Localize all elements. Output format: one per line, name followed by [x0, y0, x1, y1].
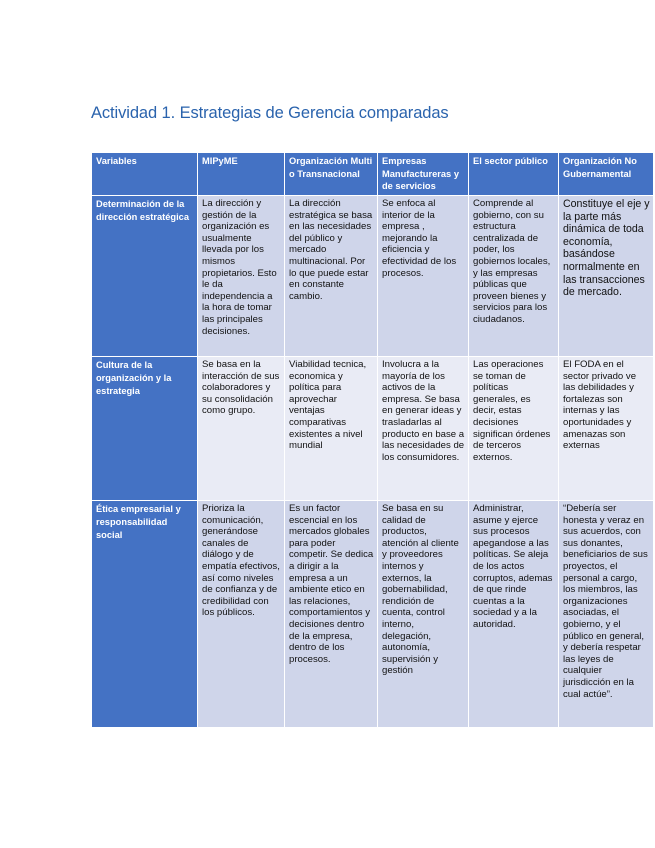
table-header-row — [92, 153, 654, 196]
table-cell: Involucra a la mayoría de los activos de la empresa. Se basa en generar ideas y trasladarlas al producto en base a las necesidades de los consumidores. — [378, 357, 469, 501]
table-row — [92, 196, 654, 357]
table-cell: Prioriza la comunicación, generándose canales de diálogo y de empatía efectivos, así como niveles de confianza y de credibilidad con los públicos. — [198, 501, 285, 728]
table-cell: Se enfoca al interior de la empresa , mejorando la eficiencia y efectividad de los procesos. — [378, 196, 469, 357]
row-variable-label: Determinación de la dirección estratégica — [92, 196, 198, 357]
table-cell: “Debería ser honesta y veraz en sus acuerdos, con sus donantes, beneficiarios de sus proyectos, el personal a cargo, los miembros, las organizaciones asociadas, el gobierno, y el público en general, y debería respetar las leyes de cualquier jurisdicción en la cual actúe”. — [559, 501, 654, 728]
table-cell: Viabilidad tecnica, economica y política para aprovechar ventajas comparativas existentes a nivel mundial — [285, 357, 378, 501]
header-ong: Organización No Gubernamental — [559, 153, 654, 196]
row-variable-label: Ética empresarial y responsabilidad social — [92, 501, 198, 728]
table-cell: Es un factor escencial en los mercados globales para poder competir. Se dedica a dirigir a la empresa a un ambiente etico en las relaciones, comportamientos y decisiones dentro de la empresa, dentro de los procesos. — [285, 501, 378, 728]
document-title: Actividad 1. Estrategias de Gerencia comparadas — [91, 104, 449, 122]
row-variable-label: Cultura de la organización y la estrategia — [92, 357, 198, 501]
table-cell: Comprende al gobierno, con su estructura centralizada de poder, los gobiernos locales, y las empresas públicas que proveen bienes y servicios para los ciudadanos. — [469, 196, 559, 357]
table-cell: Administrar, asume y ejerce sus procesos apegandose a las políticas. Se aleja de los actos corruptos, ademas de que rinde cuentas a la sociedad y a la autoridad. — [469, 501, 559, 728]
table-row — [92, 501, 654, 728]
table-cell: Las operaciones se toman de políticas generales, es decir, estas decisiones significan órdenes de terceros externos. — [469, 357, 559, 501]
header-manufactureras: Empresas Manufactureras y de servicios — [378, 153, 469, 196]
header-variables: Variables — [92, 153, 198, 196]
table-cell: El FODA en el sector privado ve las debilidades y fortalezas son internas y las oportunidades y amenazas son externas — [559, 357, 654, 501]
table-cell: La dirección estratégica se basa en las necesidades del público y mercado multinacional. Por lo que puede estar en constante cambio. — [285, 196, 378, 357]
table-cell: Se basa en la interacción de sus colaboradores y su consolidación como grupo. — [198, 357, 285, 501]
header-mipyme: MIPyME — [198, 153, 285, 196]
table-cell: Constituye el eje y la parte más dinámica de toda economía, basándose normalmente en las transacciones de mercado. — [559, 196, 654, 357]
table-row — [92, 357, 654, 501]
strategy-comparison-table — [91, 152, 654, 728]
header-multinacional: Organización Multi o Transnacional — [285, 153, 378, 196]
header-sector-publico: El sector público — [469, 153, 559, 196]
table-cell: La dirección y gestión de la organización es usualmente llevada por los mismos propietarios. Esto le da independencia a la hora de tomar las principales decisiones. — [198, 196, 285, 357]
table-cell: Se basa en su calidad de productos, atención al cliente y proveedores internos y externos, la gobernabilidad, rendición de cuenta, control interno, delegación, autonomía, supervisión y gestión — [378, 501, 469, 728]
